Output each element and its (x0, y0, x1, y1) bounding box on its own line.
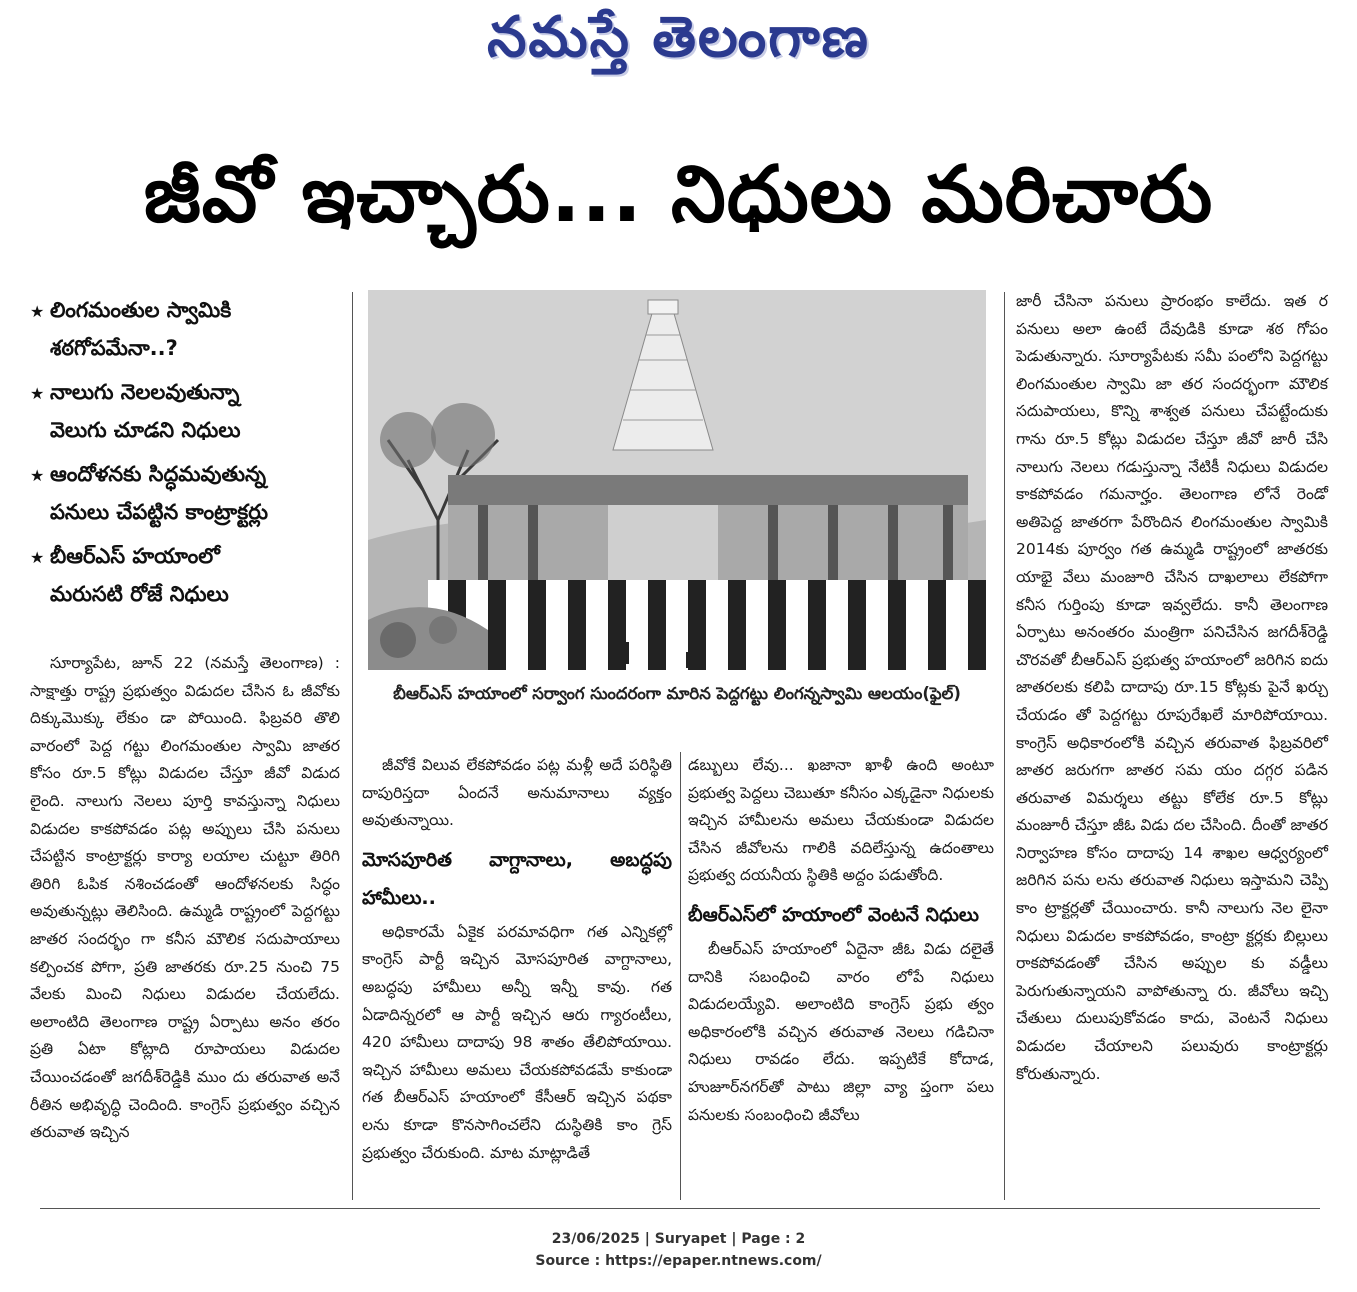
star-icon: ★ (30, 466, 45, 485)
section-subheading: మోసపూరిత వాగ్దానాలు, అబద్ధపు హామీలు.. (362, 848, 672, 909)
bullet-text: బీఆర్ఎస్ హయాంలో (50, 544, 220, 568)
star-icon: ★ (30, 548, 45, 567)
masthead (0, 6, 1357, 82)
article-paragraph: సూర్యాపేట, జూన్ 22 (నమస్తే తెలంగాణ) : సాక్షాత్తు రాష్ట్ర ప్రభుత్వం విడుదల చేసిన ఓ జీవోకు దిక్కుమొక్కు లేకుం డా పోయింది. ఫిబ్రవరి తొలి వారంలో పెద్ద గట్టు లింగమంతుల స్వామి జాతర కోసం రూ.5 కోట్లు విడుదల చేస్తూ జీవో విడుద లైంది. నాలుగు నెలలు పూర్తి కావస్తున్నా నిధులు విడుదల కాకపోవడం పట్ల అప్పులు చేసి పనులు చేపట్టిన కాంట్రాక్టర్లు కార్యా లయాల చుట్టూ తిరిగి తిరిగి ఓపిక నశించడంతో ఆందోళనలకు సిద్ధం అవుతున్నట్లు తెలిసింది. ఉమ్మడి రాష్ట్రంలో పెద్దగట్టు జాతర సందర్భం గా కనీస మౌలిక సదుపాయాలు కల్పించక పోగా, ప్రతి జాతరకు రూ.25 నుంచి 75 వేలకు మించి నిధులు విడుదల చేయలేదు. అలాంటిది తెలంగాణ రాష్ట్ర ఏర్పాటు అనం తరం ప్రతి ఏటా కోట్లాది రూపాయలు విడుదల చేయించడంతో జగదీశ్‌రెడ్డికి ముం దు తరువాత అనే రీతిన అభివృద్ధి చెందింది. కాంగ్రెస్ ప్రభుత్వం వచ్చిన తరువాత ఇచ్చిన (30, 654, 340, 1142)
column-divider (352, 292, 353, 1200)
source-link[interactable]: Source : https://epaper.ntnews.com/ (535, 1253, 822, 1269)
bullet-list (30, 292, 350, 620)
article-paragraph: జీవోకే విలువ లేకపోవడం పట్ల మళ్లీ అదే పరిస్థితి దాపురిస్తదా ఏందనే అనుమానాలు వ్యక్తం అవుతున్నాయి. (362, 756, 672, 830)
column-divider (1004, 292, 1005, 1200)
column-divider (680, 752, 681, 1200)
bullet-text: శఠగోపమేనా..? (50, 336, 178, 360)
article-paragraph: డబ్బులు లేవు... ఖజానా ఖాళీ ఉంది అంటూ ప్రభుత్వ పెద్దలు చెబుతూ కనీసం ఎక్కడైనా నిధులకు ఇచ్చిన హామీలను అమలు చేయకుండా విడుదల చేసిన జీవోలను గాలికి వదిలేస్తున్న ఉదంతాలు ప్రభుత్వ దయనీయ స్థితికి అద్దం పడుతోంది. (688, 756, 994, 885)
headline (20, 149, 1337, 256)
bullet-item (30, 292, 350, 366)
bullet-text: పనులు చేపట్టిన కాంట్రాక్టర్లు (50, 500, 268, 524)
bullet-item (30, 456, 350, 530)
article-column-middle-2 (688, 752, 994, 1129)
star-icon: ★ (30, 302, 45, 321)
edition-info: 23/06/2025 | Suryapet | Page : 2 (551, 1231, 806, 1247)
section-subheading: బీఆర్ఎస్‌లో హయాంలో వెంటనే నిధులు (688, 903, 979, 926)
newspaper-logo: నమస్తే తెలంగాణ (487, 4, 870, 70)
bullet-text: మరుసటి రోజే నిధులు (50, 582, 229, 606)
temple-photo (368, 290, 986, 670)
star-icon: ★ (30, 384, 45, 403)
photo-caption: బీఆర్ఎస్ హయాంలో సర్వాంగ సుందరంగా మారిన పెద్దగట్టు లింగన్నస్వామి ఆలయం(ఫైల్) (393, 684, 961, 703)
bullet-item (30, 374, 350, 448)
article-column-left (30, 650, 340, 1147)
bottom-rule (40, 1208, 1320, 1209)
article-paragraph: అధికారమే ఏకైక పరమావధిగా గత ఎన్నికల్లో కాంగ్రెస్ పార్టీ ఇచ్చిన మోసపూరిత వాగ్దానాలు, అబద్ధపు హామీలు అన్నీ ఇన్నీ కావు. గత ఏడాదిన్నరలో ఆ పార్టీ ఇచ్చిన ఆరు గ్యారంటీలు, 420 హామీలు దాదాపు 98 శాతం తేలిపోయాయి. ఇచ్చిన హామీలు అమలు చేయకపోవడమే కాకుండా గత బీఆర్ఎస్ హయాంలో కేసీఆర్ ఇచ్చిన పథకా లను కూడా కొనసాగించలేని దుస్థితికి కాం గ్రెస్ ప్రభుత్వం చేరుకుంది. మాట మాట్లాడితే (362, 922, 672, 1162)
page-footer (0, 1228, 1357, 1272)
bullet-text: లింగమంతుల స్వామికి (50, 298, 232, 322)
bullet-text: ఆందోళనకు సిద్ధమవుతున్న (50, 462, 267, 486)
bullet-item (30, 538, 350, 612)
article-paragraph: బీఆర్ఎస్ హయాంలో ఏదైనా జీఓ విడు దలైతే దానికి సబంధించి వారం లోపే నిధులు విడుదలయ్యేవి. అలాంటిది కాంగ్రెస్ ప్రభు త్వం అధికారంలోకి వచ్చిన తరువాత నెలలు గడిచినా నిధులు రావడం లేదు. ఇప్పటికే కోదాడ, హుజూర్‌నగర్‌తో పాటు జిల్లా వ్యా ప్తంగా పలు పనులకు సంబంధించి జీవోలు (688, 939, 994, 1124)
headline-text: జీవో ఇచ్చారు... నిధులు మరిచారు (143, 149, 1214, 240)
article-column-right (1016, 288, 1328, 1088)
bullet-text: వెలుగు చూడని నిధులు (50, 418, 241, 442)
bullet-text: నాలుగు నెలలవుతున్నా (50, 380, 240, 404)
article-paragraph: జారీ చేసినా పనులు ప్రారంభం కాలేదు. ఇత ర పనులు అలా ఉంటే దేవుడికి కూడా శఠ గోపం పెడుతున్నారు. సూర్యాపేటకు సమీ పంలోని పెద్దగట్టు లింగమంతుల స్వామి జా తర సందర్భంగా మౌలిక సదుపాయలు, కొన్ని శాశ్వత పనులు చేపట్టేందుకు గాను రూ.5 కోట్లు విడుదల చేస్తూ జీవో జారీ చేసి నాలుగు నెలలు గడుస్తున్నా నేటికీ నిధులు విడుదల కాకపోవడం గమనార్హం. తెలంగాణ లోనే రెండో అతిపెద్ద జాతరగా పేరొందిన లింగమంతుల స్వామికి 2014కు పూర్వం గత ఉమ్మడి రాష్ట్రంలో జాతరకు యాభై వేలు మంజూరి చేసిన దాఖలాలు లేకపోగా కనీస గుర్తింపు కూడా ఇవ్వలేదు. కానీ తెలంగాణ ఏర్పాటు అనంతరం మంత్రిగా పనిచేసిన జగదీశ్‌రెడ్డి చొరవతో బీఆర్ఎస్ ప్రభుత్వ హయాంలో జరిగిన ఐదు జాతరలకు కలిపి దాదాపు రూ.15 కోట్లకు పైనే ఖర్చు చేయడం తో పెద్దగట్టు రూపురేఖలే మారిపోయాయి. కాంగ్రెస్ అధికారంలోకి వచ్చిన తరువాత ఫిబ్రవరిలో జాతర జరుగగా జాతర సమ యం దగ్గర పడిన తరువాత విమర్శలు తట్టు కోలేక రూ.5 కోట్లు మంజూరీ చేస్తూ జీఓ విడు దల చేసింది. దీంతో జాతర నిర్వాహణ కోసం దాదాపు 14 శాఖల ఆధ్వర్యంలో జరిగిన పను లను తరువాత నిధులు ఇస్తామని చెప్పి కాం ట్రాక్టర్లతో చేయించారు. కానీ నాలుగు నెల లైనా నిధులు విడుదల కాకపోవడం, కాంట్రా క్టర్లకు బిల్లులు రాకపోవడంతో చేసిన అప్పుల కు వడ్డీలు పెరుగుతున్నాయని వాపోతున్నా రు. జీవోలు ఇచ్చి చేతులు దులుపుకోవడం కాదు, వెంటనే నిధులు విడుదల చేయాలని పలువురు కాంట్రాక్టర్లు కోరుతున్నారు. (1016, 292, 1328, 1083)
article-column-middle (362, 752, 672, 1167)
